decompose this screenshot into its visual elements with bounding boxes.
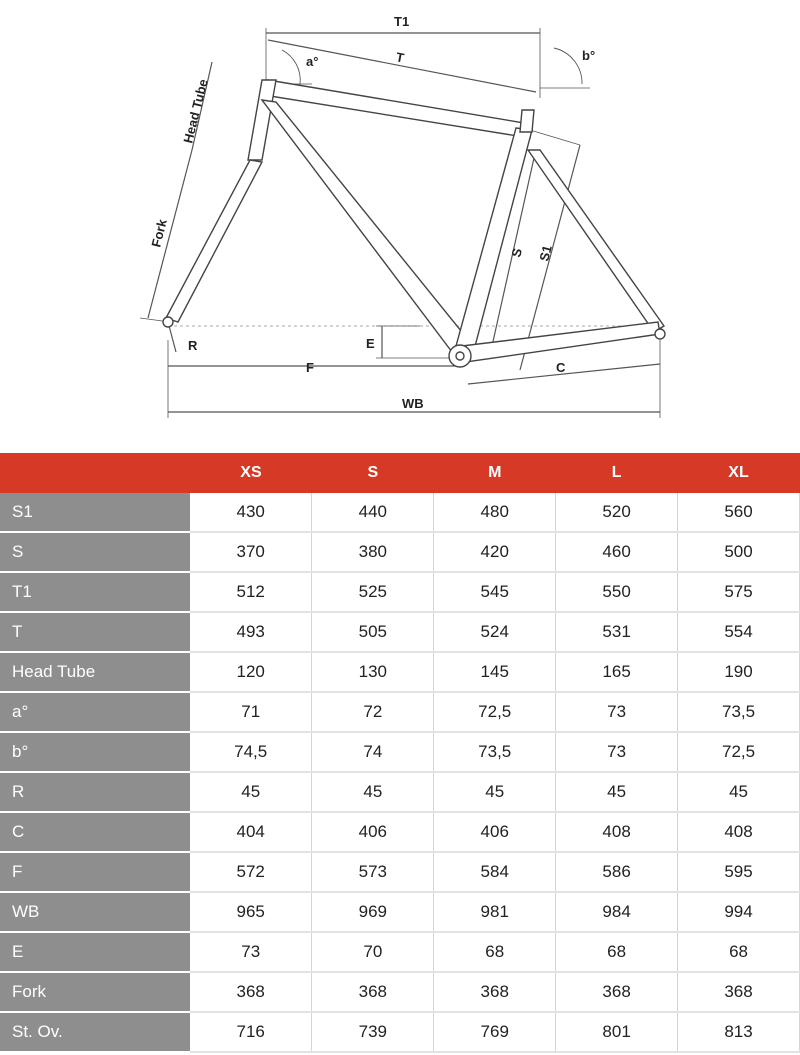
front-dropout (163, 317, 173, 327)
label-e: E (366, 336, 375, 351)
table-cell: 73 (556, 732, 678, 772)
table-cell: 500 (678, 532, 800, 572)
row-label: S1 (0, 493, 190, 532)
table-cell: 68 (434, 932, 556, 972)
table-cell: 165 (556, 652, 678, 692)
row-label: St. Ov. (0, 1012, 190, 1052)
table-cell: 573 (312, 852, 434, 892)
table-cell: 480 (434, 493, 556, 532)
table-cell: 370 (190, 532, 312, 572)
table-cell: 524 (434, 612, 556, 652)
table-cell: 595 (678, 852, 800, 892)
row-label: F (0, 852, 190, 892)
table-cell: 130 (312, 652, 434, 692)
table-cell: 380 (312, 532, 434, 572)
table-cell: 45 (434, 772, 556, 812)
table-cell: 739 (312, 1012, 434, 1052)
table-cell: 550 (556, 572, 678, 612)
table-row (0, 572, 800, 612)
table-cell: 408 (678, 812, 800, 852)
table-cell: 368 (678, 972, 800, 1012)
column-header: S (312, 453, 434, 493)
table-cell: 965 (190, 892, 312, 932)
table-cell: 801 (556, 1012, 678, 1052)
top-tube (268, 80, 530, 138)
chain-stays (462, 322, 660, 362)
table-cell: 368 (556, 972, 678, 1012)
table-cell: 45 (312, 772, 434, 812)
label-s: S (508, 246, 526, 259)
table-row (0, 652, 800, 692)
column-header: M (434, 453, 556, 493)
seat-stays (528, 150, 664, 332)
table-cell: 981 (434, 892, 556, 932)
table-cell: 420 (434, 532, 556, 572)
table-cell: 72 (312, 692, 434, 732)
table-cell: 406 (434, 812, 556, 852)
frame-geometry-diagram (0, 0, 800, 440)
table-cell: 813 (678, 1012, 800, 1052)
label-wb: WB (402, 396, 424, 411)
table-cell: 368 (190, 972, 312, 1012)
table-cell: 73,5 (434, 732, 556, 772)
table-cell: 45 (556, 772, 678, 812)
table-cell: 525 (312, 572, 434, 612)
label-r: R (188, 338, 198, 353)
table-cell: 531 (556, 612, 678, 652)
label-t: T (394, 49, 406, 66)
table-row (0, 812, 800, 852)
column-header: XS (190, 453, 312, 493)
table-row (0, 972, 800, 1012)
table-cell: 68 (556, 932, 678, 972)
table-cell: 969 (312, 892, 434, 932)
table-cell: 70 (312, 932, 434, 972)
column-header: L (556, 453, 678, 493)
fork-blade (166, 160, 262, 322)
row-label: R (0, 772, 190, 812)
table-row (0, 493, 800, 532)
table-cell: 406 (312, 812, 434, 852)
table-cell: 545 (434, 572, 556, 612)
label-c: C (556, 360, 566, 375)
table-row (0, 692, 800, 732)
row-label: WB (0, 892, 190, 932)
row-label: b° (0, 732, 190, 772)
header-corner (0, 453, 190, 493)
row-label: S (0, 532, 190, 572)
table-cell: 572 (190, 852, 312, 892)
label-t1: T1 (394, 14, 410, 29)
row-label: Head Tube (0, 652, 190, 692)
table-cell: 71 (190, 692, 312, 732)
table-cell: 716 (190, 1012, 312, 1052)
label-s1: S1 (536, 243, 555, 263)
table-header-row (0, 453, 800, 493)
seat-tube (456, 128, 532, 350)
table-cell: 505 (312, 612, 434, 652)
label-fork: Fork (148, 217, 170, 249)
table-cell: 190 (678, 652, 800, 692)
table-cell: 404 (190, 812, 312, 852)
table-cell: 520 (556, 493, 678, 532)
row-label: Fork (0, 972, 190, 1012)
table-row (0, 852, 800, 892)
table-row (0, 732, 800, 772)
a-angle-arc (282, 50, 300, 84)
column-header: XL (678, 453, 800, 493)
down-tube (262, 100, 470, 352)
table-cell: 120 (190, 652, 312, 692)
label-b: b° (582, 48, 596, 63)
frame-drawing (0, 0, 800, 440)
table-cell: 560 (678, 493, 800, 532)
seat-post (520, 110, 534, 132)
table-body (0, 493, 800, 1052)
row-label: a° (0, 692, 190, 732)
table-cell: 493 (190, 612, 312, 652)
head-tube (248, 80, 276, 160)
table-cell: 460 (556, 532, 678, 572)
table-cell: 73,5 (678, 692, 800, 732)
rear-dropout (655, 329, 665, 339)
table-row (0, 932, 800, 972)
table-cell: 584 (434, 852, 556, 892)
table-cell: 512 (190, 572, 312, 612)
table-cell: 45 (190, 772, 312, 812)
table-cell: 368 (312, 972, 434, 1012)
geometry-table (0, 453, 800, 1053)
table-cell: 769 (434, 1012, 556, 1052)
table-cell: 68 (678, 932, 800, 972)
row-label: C (0, 812, 190, 852)
table-row (0, 532, 800, 572)
table-cell: 984 (556, 892, 678, 932)
table-row (0, 1012, 800, 1052)
b-angle-arc (554, 48, 582, 84)
label-head-tube: Head Tube (180, 77, 211, 145)
s1-dimension-line (530, 130, 580, 145)
table-cell: 440 (312, 493, 434, 532)
table-cell: 575 (678, 572, 800, 612)
table-cell: 430 (190, 493, 312, 532)
table-row (0, 612, 800, 652)
table-cell: 586 (556, 852, 678, 892)
table-cell: 73 (556, 692, 678, 732)
table-cell: 368 (434, 972, 556, 1012)
label-a: a° (306, 54, 319, 69)
label-f: F (306, 360, 314, 375)
table-cell: 554 (678, 612, 800, 652)
table-cell: 45 (678, 772, 800, 812)
table-cell: 72,5 (678, 732, 800, 772)
table-cell: 74,5 (190, 732, 312, 772)
row-label: E (0, 932, 190, 972)
table-cell: 408 (556, 812, 678, 852)
row-label: T (0, 612, 190, 652)
row-label: T1 (0, 572, 190, 612)
table-row (0, 772, 800, 812)
table-cell: 72,5 (434, 692, 556, 732)
table-cell: 74 (312, 732, 434, 772)
table-cell: 994 (678, 892, 800, 932)
table-row (0, 892, 800, 932)
table-cell: 145 (434, 652, 556, 692)
table-cell: 73 (190, 932, 312, 972)
